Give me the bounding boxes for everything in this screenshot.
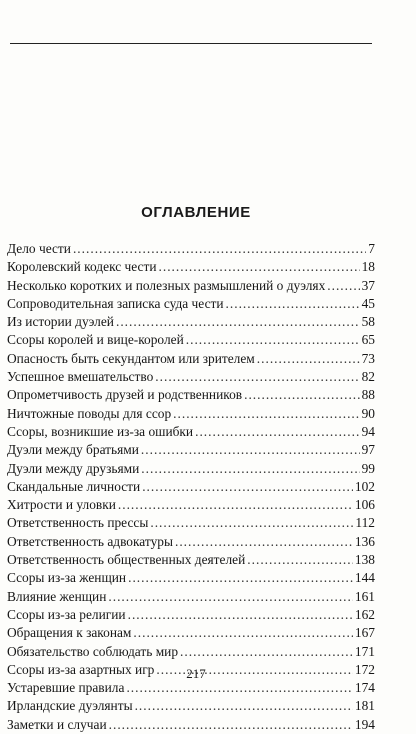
toc-entry-page: 172 bbox=[354, 661, 375, 677]
toc-entry-title: Хитрости и уловки bbox=[7, 497, 116, 513]
toc-entry bbox=[7, 643, 375, 661]
toc-entry-page: 102 bbox=[354, 478, 375, 494]
toc-entry-title: Ссоры королей и вице-королей bbox=[7, 332, 184, 348]
toc-entry-page: 174 bbox=[354, 680, 375, 696]
dot-leader bbox=[159, 258, 360, 276]
toc-entry bbox=[7, 441, 375, 459]
toc-entry bbox=[7, 588, 375, 606]
toc-entry-title: Устаревшие правила bbox=[7, 680, 125, 696]
page-number: 217 bbox=[186, 666, 206, 681]
toc-entry-page: 167 bbox=[354, 625, 375, 641]
toc-entry-title: Опрометчивость друзей и родственников bbox=[7, 387, 243, 403]
toc-entry-title: Ирландские дуэлянты bbox=[7, 698, 133, 714]
dot-leader bbox=[128, 569, 353, 587]
toc-entry-page: 171 bbox=[354, 643, 375, 659]
toc-entry bbox=[7, 496, 375, 514]
toc-entry bbox=[7, 716, 375, 734]
toc-entry-page: 58 bbox=[361, 314, 375, 330]
toc-entry-title: Ссоры из-за женщин bbox=[7, 570, 127, 586]
toc-entry-page: 194 bbox=[354, 716, 375, 732]
toc-entry-title: Ссоры, возникшие из-за ошибки bbox=[7, 423, 194, 439]
dot-leader bbox=[108, 588, 353, 606]
toc-entry-title: Из истории дуэлей bbox=[7, 314, 114, 330]
toc-entry bbox=[7, 551, 375, 569]
toc-entry-title: Успешное вмешательство bbox=[7, 369, 154, 385]
toc-entry-page: 65 bbox=[361, 332, 375, 348]
toc-entry-page: 45 bbox=[361, 295, 375, 311]
toc-entry-title: Несколько коротких и полезных размышлений о дуэлях bbox=[7, 277, 326, 293]
toc-entry-page: 112 bbox=[355, 515, 375, 531]
dot-leader bbox=[109, 716, 353, 734]
dot-leader bbox=[186, 331, 360, 349]
toc-entry bbox=[7, 277, 375, 295]
dot-leader bbox=[247, 551, 353, 569]
toc-entry-page: 136 bbox=[354, 533, 375, 549]
toc-entry-page: 106 bbox=[354, 497, 375, 513]
toc-entry-title: Ответственность прессы bbox=[7, 515, 149, 531]
dot-leader bbox=[155, 368, 359, 386]
toc-entry bbox=[7, 258, 375, 276]
dot-leader bbox=[257, 350, 360, 368]
dot-leader bbox=[173, 405, 359, 423]
toc-entry bbox=[7, 405, 375, 423]
toc-entry bbox=[7, 460, 375, 478]
dot-leader bbox=[116, 313, 360, 331]
table-of-contents bbox=[7, 240, 375, 734]
dot-leader bbox=[128, 606, 353, 624]
toc-entry-title: Ссоры из-за азартных игр bbox=[7, 661, 155, 677]
dot-leader bbox=[141, 441, 360, 459]
toc-entry bbox=[7, 313, 375, 331]
toc-entry bbox=[7, 350, 375, 368]
dot-leader bbox=[226, 295, 360, 313]
toc-entry-title: Дуэли между друзьями bbox=[7, 460, 140, 476]
toc-entry-page: 73 bbox=[361, 350, 375, 366]
toc-entry bbox=[7, 331, 375, 349]
dot-leader bbox=[150, 514, 353, 532]
toc-entry bbox=[7, 423, 375, 441]
toc-entry-page: 97 bbox=[361, 442, 375, 458]
toc-entry-title: Скандальные личности bbox=[7, 478, 141, 494]
toc-entry-page: 90 bbox=[361, 405, 375, 421]
toc-entry bbox=[7, 514, 375, 532]
dot-leader bbox=[142, 478, 353, 496]
dot-leader bbox=[73, 240, 366, 258]
toc-entry-title: Опасность быть секундантом или зрителем bbox=[7, 350, 255, 366]
toc-entry-title: Ничтожные поводы для ссор bbox=[7, 405, 172, 421]
toc-entry-page: 18 bbox=[361, 259, 375, 275]
toc-entry bbox=[7, 386, 375, 404]
toc-entry-page: 82 bbox=[361, 369, 375, 385]
header-rule bbox=[10, 43, 372, 44]
toc-entry-title: Заметки и случаи bbox=[7, 716, 107, 732]
dot-leader bbox=[175, 533, 353, 551]
toc-entry-page: 37 bbox=[361, 277, 375, 293]
toc-entry-title: Королевский кодекс чести bbox=[7, 259, 157, 275]
toc-entry bbox=[7, 478, 375, 496]
toc-entry-title: Влияние женщин bbox=[7, 588, 107, 604]
dot-leader bbox=[118, 496, 353, 514]
toc-entry-page: 94 bbox=[361, 423, 375, 439]
toc-entry-page: 181 bbox=[354, 698, 375, 714]
toc-entry-page: 161 bbox=[354, 588, 375, 604]
toc-entry bbox=[7, 533, 375, 551]
toc-entry-page: 88 bbox=[361, 387, 375, 403]
dot-leader bbox=[195, 423, 360, 441]
toc-entry-title: Обращения к законам bbox=[7, 625, 132, 641]
page-title: ОГЛАВЛЕНИЕ bbox=[141, 204, 251, 221]
toc-entry-title: Дело чести bbox=[7, 241, 71, 256]
toc-entry bbox=[7, 240, 375, 258]
toc-entry-page: 162 bbox=[354, 606, 375, 622]
toc-entry-page: 7 bbox=[368, 241, 375, 256]
dot-leader bbox=[133, 624, 353, 642]
toc-entry bbox=[7, 624, 375, 642]
toc-entry-title: Сопроводительная записка суда чести bbox=[7, 295, 224, 311]
dot-leader bbox=[141, 460, 359, 478]
toc-entry-title: Дуэли между братьями bbox=[7, 442, 139, 458]
dot-leader bbox=[327, 277, 359, 295]
toc-entry bbox=[7, 368, 375, 386]
toc-entry-title: Ответственность общественных деятелей bbox=[7, 552, 246, 568]
toc-entry bbox=[7, 569, 375, 587]
toc-entry bbox=[7, 606, 375, 624]
dot-leader bbox=[180, 643, 353, 661]
toc-entry-page: 99 bbox=[361, 460, 375, 476]
toc-entry-page: 144 bbox=[354, 570, 375, 586]
toc-entry-title: Ответственность адвокатуры bbox=[7, 533, 173, 549]
dot-leader bbox=[244, 386, 360, 404]
toc-entry-title: Ссоры из-за религии bbox=[7, 606, 126, 622]
toc-entry bbox=[7, 295, 375, 313]
toc-entry-title: Обязательство соблюдать мир bbox=[7, 643, 179, 659]
toc-entry-page: 138 bbox=[354, 552, 375, 568]
